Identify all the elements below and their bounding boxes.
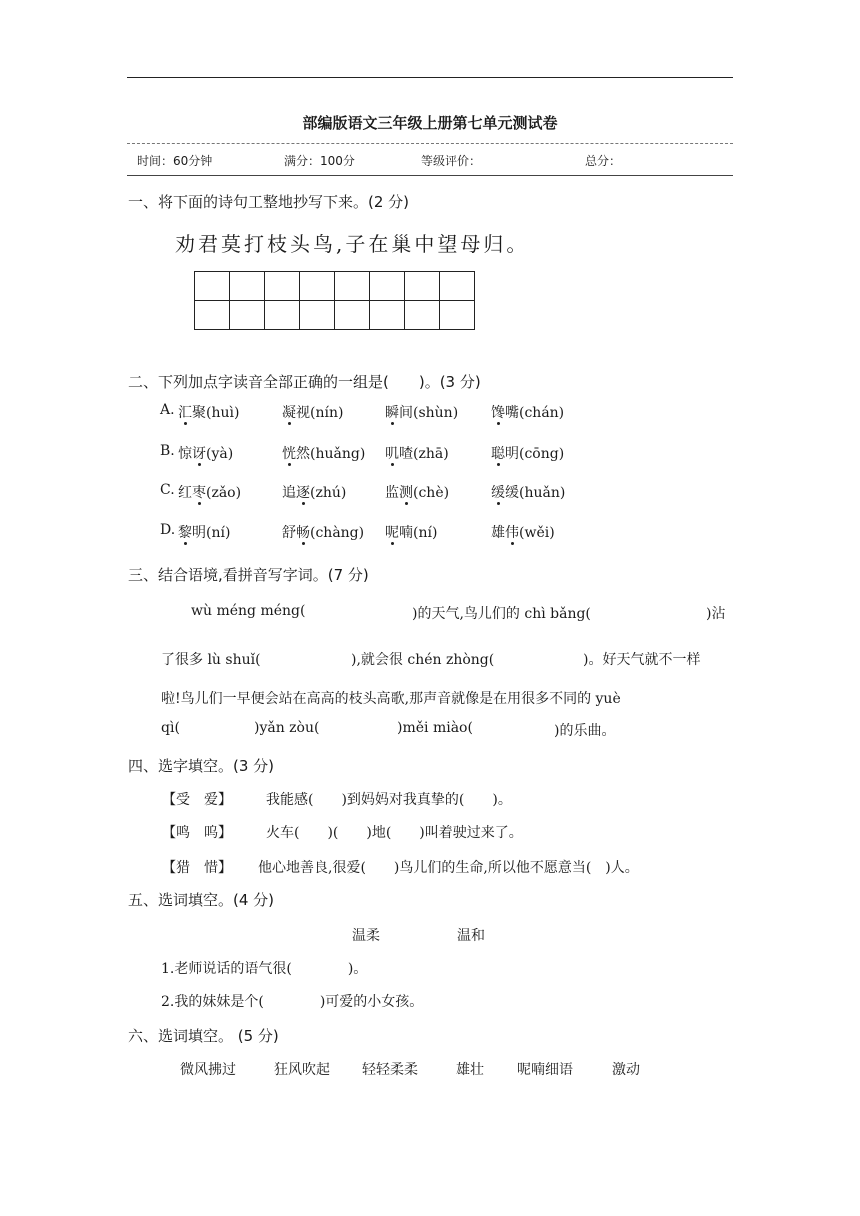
pinyin-item [491,402,564,422]
pinyin-item-prefix: 追 [282,485,296,501]
pinyin-item-suffix: 聚(huì) [192,405,240,421]
total-label: 总分： [585,154,622,168]
pinyin-item [282,482,346,502]
s3-line4-c: )měi miào( [397,720,473,736]
pinyin-item-suffix: (chè) [413,485,450,501]
grade-label: 等级评价： [421,154,482,168]
pinyin-item [178,482,241,502]
s4-row3-text: 他心地善良,很爱( )鸟儿们的生命,所以他不愿意当( )人。 [258,860,639,876]
pinyin-item [282,402,343,422]
pinyin-item-suffix: (chàng) [310,525,365,541]
s5-question-1: 1.老师说话的语气很( )。 [161,961,368,977]
grid-cell[interactable] [265,301,300,330]
s3-line4-a: qì( [161,720,180,736]
pinyin-item-prefix: 红 [178,485,192,501]
grid-cell[interactable] [370,272,405,301]
grid-cell[interactable] [195,272,230,301]
dotted-character: 逐 [296,485,310,501]
grid-cell[interactable] [300,272,335,301]
word-option-2: 温和 [457,928,485,944]
section5-heading: 五、选词填空。(4 分) [128,891,275,909]
pinyin-item-suffix: (wěi) [519,525,555,541]
pinyin-item [282,443,365,463]
pinyin-item [491,482,565,502]
pinyin-item-suffix: 明(cōng) [505,446,565,462]
dotted-character: 测 [399,485,413,501]
grid-cell[interactable] [265,272,300,301]
dotted-character: 伟 [505,525,519,541]
pinyin-item [491,522,555,542]
pinyin-item-suffix: 嘴(chán) [505,405,565,421]
grid-cell[interactable] [405,272,440,301]
dotted-character: 恍 [282,446,296,462]
s3-line1-b: )的天气,鸟儿们的 chì bǎng( [412,606,591,622]
s3-line1-a: wù méng méng( [191,603,306,619]
s4-row2-tag: 【鸣 呜】 [162,825,232,841]
pinyin-item-suffix: 喃(ní) [399,525,438,541]
pinyin-item [491,443,564,463]
section6-heading: 六、选词填空。 (5 分) [128,1027,279,1045]
grid-cell[interactable] [440,272,475,301]
s3-line4-b: )yǎn zòu( [254,720,320,736]
dotted-character: 叽 [385,446,399,462]
s4-row1-text: 我能感( )到妈妈对我真挚的( )。 [266,792,512,808]
top-rule [127,77,733,78]
pinyin-item-suffix: 视(nín) [296,405,344,421]
pinyin-item-suffix: 缓(huǎn) [505,485,566,501]
grid-cell[interactable] [230,272,265,301]
dotted-character: 凝 [282,405,296,421]
pinyin-item-suffix: 喳(zhā) [399,446,449,462]
grid-cell[interactable] [370,301,405,330]
dotted-character: 讶 [192,446,206,462]
section2-heading: 二、下列加点字读音全部正确的一组是( )。(3 分) [128,373,481,391]
dashed-divider [127,143,733,144]
word-bank-item: 呢喃细语 [517,1062,573,1078]
option-label[interactable]: D. [160,522,176,538]
pinyin-item [385,443,449,463]
s3-line2-b: ),就会很 chén zhòng( [351,652,495,668]
pinyin-item-prefix: 雄 [491,525,505,541]
header-bottom-rule [127,175,733,176]
time-label: 时间：60分钟 [137,154,213,168]
pinyin-item-suffix: 然(huǎng) [296,446,366,462]
pinyin-item-suffix: (yà) [206,446,234,462]
section4-heading: 四、选字填空。(3 分) [128,757,275,775]
pinyin-item [178,402,239,422]
word-bank-item: 雄壮 [456,1062,484,1078]
pinyin-item-prefix: 舒 [282,525,296,541]
word-bank-item: 激动 [612,1062,640,1078]
word-bank-item: 轻轻柔柔 [362,1062,418,1078]
grid-cell[interactable] [230,301,265,330]
grid-cell[interactable] [405,301,440,330]
full-score-label: 满分：100分 [284,154,355,168]
s3-line2-c: )。好天气就不一样 [583,652,701,668]
word-option-1: 温柔 [352,928,380,944]
poem-text: 劝君莫打枝头鸟,子在巢中望母归。 [175,232,530,256]
dotted-character: 瞬 [385,405,399,421]
section1-heading: 一、将下面的诗句工整地抄写下来。(2 分) [128,193,410,211]
section3-heading: 三、结合语境,看拼音写字词。(7 分) [128,566,369,584]
s3-line4-d: )的乐曲。 [554,723,616,739]
dotted-character: 汇 [178,405,192,421]
s5-question-2: 2.我的妹妹是个( )可爱的小女孩。 [161,994,424,1010]
pinyin-item [385,522,437,542]
pinyin-item [178,443,233,463]
dotted-character: 聪 [491,446,505,462]
pinyin-item-prefix: 惊 [178,446,192,462]
dotted-character: 枣 [192,485,206,501]
option-label[interactable]: B. [160,443,175,459]
s3-line3: 啦!鸟儿们一早便会站在高高的枝头高歌,那声音就像是在用很多不同的 yuè [161,691,621,707]
grid-cell[interactable] [300,301,335,330]
pinyin-item [282,522,364,542]
dotted-character: 黎 [178,525,192,541]
word-bank-item: 微风拂过 [180,1062,236,1078]
s3-line1-c: )沾 [706,606,726,622]
dotted-character: 缓 [491,485,505,501]
option-label[interactable]: A. [160,402,175,418]
dotted-character: 畅 [296,525,310,541]
pinyin-item-suffix: (zǎo) [206,485,242,501]
pinyin-item [178,522,230,542]
copy-grid[interactable] [194,271,475,330]
pinyin-item [385,402,458,422]
grid-cell[interactable] [335,272,370,301]
page-title: 部编版语文三年级上册第七单元测试卷 [302,114,558,132]
s3-line2-a: 了很多 lù shuǐ( [161,652,261,668]
grid-cell[interactable] [335,301,370,330]
s4-row1-tag: 【受 爱】 [162,792,232,808]
pinyin-item-suffix: 明(ní) [192,525,231,541]
s4-row2-text: 火车( )( )地( )叫着驶过来了。 [266,825,523,841]
dotted-character: 呢 [385,525,399,541]
s4-row3-tag: 【猎 惜】 [162,860,232,876]
word-bank-item: 狂风吹起 [274,1062,330,1078]
grid-cell[interactable] [195,301,230,330]
pinyin-item-suffix: 间(shùn) [399,405,459,421]
dotted-character: 馋 [491,405,505,421]
option-label[interactable]: C. [160,482,175,498]
pinyin-item [385,482,449,502]
pinyin-item-suffix: (zhú) [310,485,347,501]
pinyin-item-prefix: 监 [385,485,399,501]
grid-cell[interactable] [440,301,475,330]
